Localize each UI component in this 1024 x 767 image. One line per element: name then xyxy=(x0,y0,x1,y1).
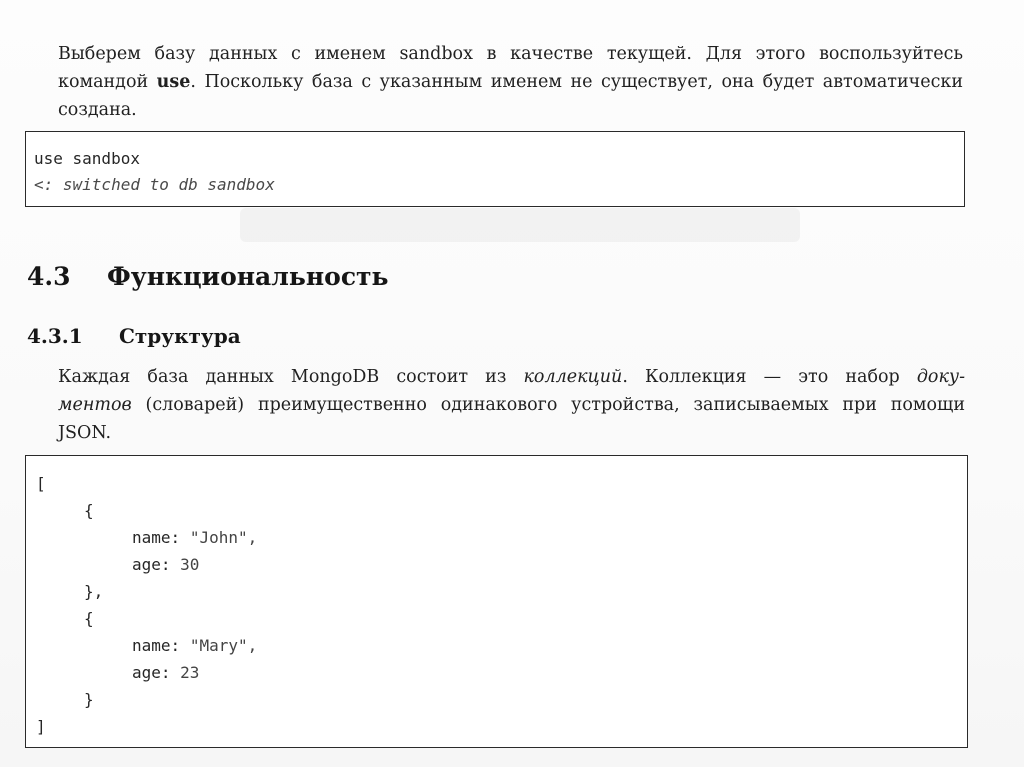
subsection-title: Структура xyxy=(119,324,241,348)
scan-smudge xyxy=(240,208,800,242)
body-line-1: Каждая база данных MongoDB состоит из коллекций. Коллекция — это набор доку- xyxy=(58,367,965,387)
body-line-2: ментов (словарей) преимущественно одинакового устройства, записываемых при помощи xyxy=(58,395,965,415)
intro-line-1: Выберем базу данных с именем sandbox в качестве текущей. Для этого воспользуйтесь xyxy=(58,44,963,64)
body-line-3: JSON. xyxy=(58,423,112,443)
section-number: 4.3 xyxy=(27,262,71,291)
section-title: Функциональность xyxy=(107,262,389,291)
code-block-json xyxy=(25,455,968,748)
subsection-number: 4.3.1 xyxy=(27,324,83,348)
section-heading xyxy=(27,262,389,291)
json-open-bracket: [ xyxy=(36,474,46,493)
em-documents-start: доку- xyxy=(916,367,965,387)
code-block-use-sandbox xyxy=(25,131,965,207)
json-item-close: } xyxy=(84,690,94,709)
json-item-close: }, xyxy=(84,582,104,601)
intro-paragraph xyxy=(58,40,963,124)
subsection-heading xyxy=(27,324,241,348)
intro-line-2: командой use. Поскольку база с указанным именем не существует, она будет автоматически xyxy=(58,72,963,92)
code-command: use sandbox xyxy=(34,149,140,168)
em-documents-end: ментов xyxy=(58,395,132,415)
json-field-name: name: "John", xyxy=(132,528,258,547)
body-paragraph xyxy=(58,363,965,447)
code-response: <: switched to db sandbox xyxy=(34,175,275,194)
json-item-open: { xyxy=(84,501,94,520)
use-keyword: use xyxy=(156,72,191,92)
intro-line-3: создана. xyxy=(58,100,137,120)
json-field-age: age: 23 xyxy=(132,663,200,682)
json-close-bracket: ] xyxy=(36,717,46,736)
json-field-name: name: "Mary", xyxy=(132,636,258,655)
json-item-open: { xyxy=(84,609,94,628)
em-collections: коллекций xyxy=(523,367,623,387)
json-field-age: age: 30 xyxy=(132,555,200,574)
